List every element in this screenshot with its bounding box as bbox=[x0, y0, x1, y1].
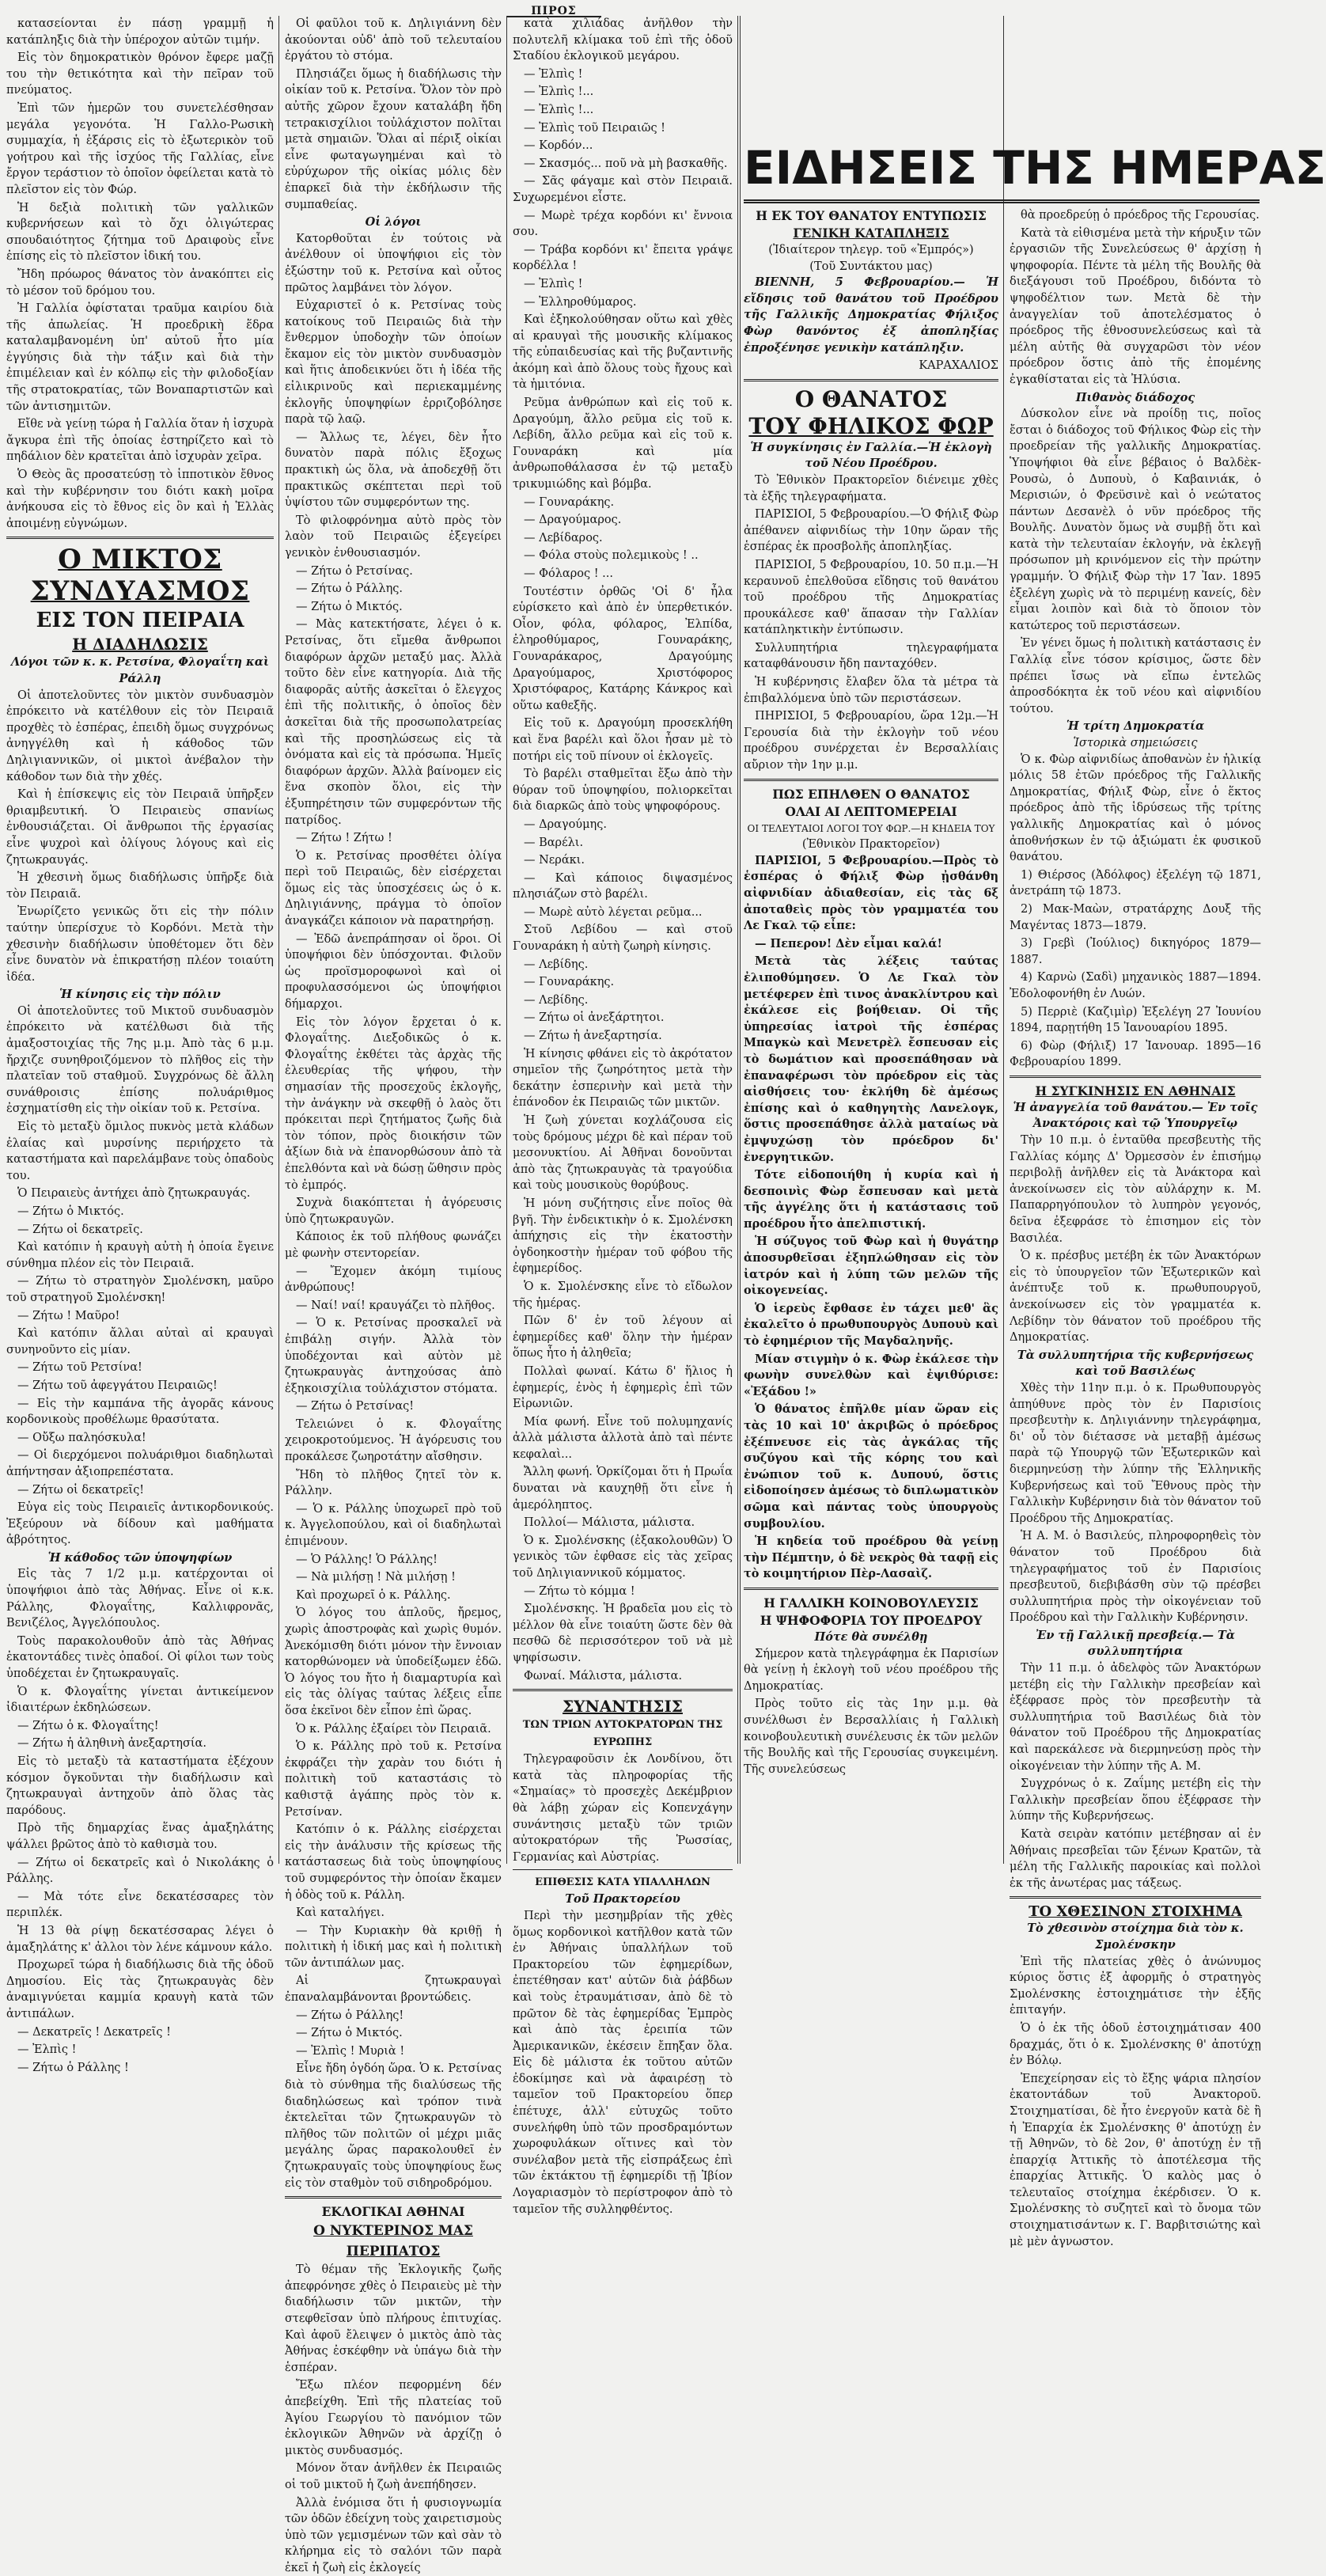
paragraph: 5) Περριὲ (Καζιμὶρ) Ἐξελέγη 27 Ἰουνίου 1894, παρῃτήθη 15 Ἰανουαρίου 1895. bbox=[1010, 1004, 1261, 1037]
paragraph: — Νεράκι. bbox=[513, 852, 733, 869]
paragraph: — Λεβίδης. bbox=[513, 957, 733, 973]
article-body bbox=[1010, 1132, 1261, 1346]
paragraph: Εἰς τὸ μεταξὺ τὰ καταστήματα ἐξέχουν κόσμον ὄγκοῦνται τὴν διαδήλωσιν καὶ ζητωκραυγαὶ ἀντηχοῦν ἀπὸ ὅλας τὰς παρόδους. bbox=[6, 1754, 274, 1819]
paragraph: Τοὺς παρακολουθοῦν ἀπὸ τὰς Ἀθήνας ἑκατοντάδες τινὲς ὀπαδοί. Οἱ φίλοι των τοὺς ὑποδέχεται ἐν ζητωκραυγαῖς. bbox=[6, 1633, 274, 1683]
paragraph: Ὁ ἱερεὺς ἔφθασε ἐν τάχει μεθ' ἃς ἐκαλεῖτο ὁ πρωθυπουργὸς Δυπουὺ καὶ τὸ ἐφημέριον τῆς Μαγδαληνῆς. bbox=[744, 1301, 998, 1350]
paragraph: — Ζήτω ἡ ἀνεξαρτησία. bbox=[513, 1028, 733, 1045]
article-body bbox=[285, 16, 502, 213]
divider bbox=[744, 1588, 998, 1590]
paragraph: — Κορδόν... bbox=[513, 138, 733, 154]
paragraph: Ἡ ζωὴ χύνεται κοχλάζουσα εἰς τοὺς δρόμους μέχρι δὲ καὶ πέραν τοῦ μεσονυκτίου. Αἱ Ἀθῆναι δονοῦνται ἀπὸ τὰς ζητωκραυγὰς τὰ τραγούδια καὶ τοὺς μουσικοὺς θορύβους. bbox=[513, 1113, 733, 1194]
column-5 bbox=[1010, 207, 1261, 1864]
paragraph: Ἡ 13 θὰ ρίψῃ δεκατέσσαρας λέγει ὁ ἀμαξηλάτης κ' ἀλλοι τὸν λένε κάμνουν κάλο. bbox=[6, 1923, 274, 1956]
column-4 bbox=[744, 207, 998, 1864]
divider bbox=[1010, 1076, 1261, 1078]
paragraph: — Εἰς τὴν καμπάνα τῆς ἀγορᾶς κάνους κορδονικοὺς προθέλωμε θρασύτατα. bbox=[6, 1396, 274, 1428]
masthead: ΠΙΡΟΣ bbox=[506, 5, 601, 17]
paragraph: Εὐγα εἰς τοὺς Πειραιεῖς ἀντικορδονικούς. Ἐξεύρουν νὰ δίδουν καὶ μαθήματα ἀβρότητος. bbox=[6, 1500, 274, 1549]
paragraph: Σήμερον κατὰ τηλεγράφημα ἐκ Παρισίων θὰ γείνῃ ἡ ἐκλογὴ τοῦ νέου προέδρου τῆς Δημοκρατίας. bbox=[744, 1646, 998, 1695]
subheadline-istorika: Ἱστορικὰ σημειώσεις bbox=[1010, 735, 1261, 752]
paragraph: Τὸ Ἐθνικὸν Πρακτορεῖον διένειμε χθὲς τὰ ἑξῆς τηλεγραφήματα. bbox=[744, 472, 998, 505]
paragraph: Περὶ τὴν μεσημβρίαν τῆς χθὲς ὅμως κορδονικοὶ κατῆλθον κατὰ τῶν ἐν Ἀθήναις ὑπαλλήλων τοῦ Πρακτορείου τῶν ἐφημερίδων, ἐπετέθησαν κατ' αὐτῶν διὰ ῥάβδων καὶ τοὺς ἐτραυμάτισαν, ἀπὸ δὲ τὸ πρῶτον δὲ τὰς ἐφημερίδας Ἐμπρὸς καὶ ἀπὸ τὰς ἐρειπία τῶν Ἀμερικανικῶν, ἐκέσειν ἔπηξαν ὅλα. Εἰς δὲ μάλιστα ἐκ τοῦτου αὐτῶν ἐδοκίμησε καὶ νὰ ἀφαιρέσῃ τὸ ταμεῖον τοῦ Πρακτορείου ὅπερ ἐπέτυχε, ἀλλ' εὐτυχῶς τοῦτο συνελήφθη ὑπὸ τῶν προσδραμόντων χωροφυλάκων οἵτινες καὶ τὸν συνέλαβον μετὰ τῆς εἰσπράξεως ἐπὶ τῶν ἐκτάκτου τῇ ἐφημερίδι τῇ Ἰβίον Λογαριασμὸν τὸ περίστροφον ἀπὸ τὸ ταμεῖον τῆς συλληφθέντος. bbox=[513, 1908, 733, 2217]
paragraph: Στοῦ Λεβίδου — καὶ στοῦ Γουναράκη ἡ αὐτὴ ζωηρὴ κίνησις. bbox=[513, 922, 733, 954]
paragraph: — Ζήτω ὁ Μικτός. bbox=[285, 599, 502, 616]
paragraph: Ἐπὶ τῶν ἡμερῶν του συνετελέσθησαν μεγάλα γεγονότα. Ἡ Γαλλο-Ρωσικὴ συμμαχία, ἡ ἐξάρσις εἰς τὸ ἐξωτερικὸν τοῦ γοήτρου καὶ τῆς ἰσχύος τῆς Γαλλίας, εἶνε ἔργον τεράστιον τὸ ὁποῖον ὀφείλεται κατὰ τὸ πλεῖστον εἰς τὸν Φώρ. bbox=[6, 101, 274, 199]
intro-article bbox=[6, 16, 274, 532]
paragraph: — Νὰ μιλήσῃ ! Νὰ μιλήσῃ ! bbox=[285, 1569, 502, 1586]
paragraph: — Ζήτω ὁ Ράλλης! bbox=[285, 2008, 502, 2024]
paragraph: — Ζήτω τοῦ ἀφεγγάτου Πειραιῶς! bbox=[6, 1378, 274, 1394]
paragraph: Οἱ ἀποτελοῦντες τὸν μικτὸν συνδυασμὸν ἐπρόκειτο νὰ κατέλθουν εἰς τὸν Πειραιᾶ προχθὲς τὸ ἑσπέρας, ἐπειδὴ ὅμως συγχρόνως ἀνηγγέλθη καὶ ἡ κάθοδος τῶν Δηλιγιαννικῶν, οἱ μικτοὶ ἀνέβαλον τὴν κάθοδον των διὰ τὴν χθές. bbox=[6, 688, 274, 786]
paragraph: Τὴν 10 π.μ. ὁ ἐνταῦθα πρεσβευτὴς τῆς Γαλλίας κόμης Δ' Ὀρμεσσὸν ἐν ἐπισήμῳ περιβολῇ ἀνῆλθεν εἰς τὰ Ἀνάκτορα καὶ ἀνεκοίνωσεν εἰς τὸν αὐλάρχην κ. Μ. Παπαρρηγόπουλον τὸ λυπηρὸν γεγονός, δεῖνα ἐξεφράσε τὸ ἐπισημον εἰς τὸν Βασιλέα. bbox=[1010, 1132, 1261, 1246]
paragraph: Συγχρόνως ὁ κ. Ζαΐμης μετέβη εἰς τὴν Γαλλικὴν πρεσβείαν ὅπου ἐξέφρασε τὴν λύπην τῆς Κυβερνήσεως. bbox=[1010, 1776, 1261, 1825]
paragraph: — Ἐλπὶς ! bbox=[6, 2042, 274, 2058]
paragraph: — Ἐδῶ ἀνεπράπησαν οἱ ὅροι. Οἱ ὑποψήφιοι δὲν ὑπόσχονται. Φιλοῦν ὡς προϊσμοροφωνοὶ καὶ οἱ προφυλασσόμενοι ὡς ὑποψήφιοι δήμαρχοι. bbox=[285, 931, 502, 1013]
paragraph: Πολλαὶ φωναί. Κάτω δ' ἥλιος ἡ ἐφημερίς, ἐνὸς ἡ ἐφημερὶς ἐπὶ τῶν Εἰρωνιῶν. bbox=[513, 1364, 733, 1413]
subheadline-logoi: Οἱ λόγοι bbox=[285, 214, 502, 231]
paragraph: Ρεῦμα ἀνθρώπων καὶ εἰς τοῦ κ. Δραγούμη, ἄλλο ρεῦμα εἰς τοῦ κ. Λεβίδη, ἄλλο ρεῦμα καὶ εἰς τοῦ κ. Γουναράκη καὶ μία ἀνθρωποθάλασσα ἐν τῷ μεταξὺ τρικυμιώδης καὶ βόμβα. bbox=[513, 395, 733, 493]
article-body bbox=[513, 312, 733, 493]
paragraph: Ἡ κίνησις φθάνει εἰς τὸ ἀκρότατον σημεῖον τῆς ζωηρότητος μετὰ τὴν δεκάτην ἑσπερινὴν καὶ μετὰ τὴν ἐπάνοδον ἐκ Πειραιῶς τῶν μικτῶν. bbox=[513, 1046, 733, 1111]
paragraph: κατὰ χιλιάδας ἀνῆλθον τὴν πολυτελῆ κλίμακα τοῦ ἐπὶ τῆς ὁδοῦ Σταδίου ἐκλογικοῦ μεγάρου. bbox=[513, 16, 733, 65]
paragraph: — Φόλαρος ! ... bbox=[513, 566, 733, 582]
headline-epithesis: ΕΠΙΘΕΣΙΣ ΚΑΤΑ ΥΠΑΛΛΗΛΩΝ bbox=[513, 1874, 733, 1891]
paragraph: — Ἔχομεν ἀκόμη τιμίους ἀνθρώπους! bbox=[285, 1264, 502, 1296]
paragraph: — Ζήτω ὁ Μικτός. bbox=[6, 1204, 274, 1220]
paragraph: — Οἱ διερχόμενοι πολυάριθμοι διαδηλωταὶ ἀπήντησαν ἀξιοπρεπέστατα. bbox=[6, 1447, 274, 1480]
paragraph: — Ἄλλως τε, λέγει, δὲν ἦτο δυνατὸν παρὰ πόλις ἔξοχως πρακτικὴ ὡς ὅλα, νὰ ἀποδεχθῇ ὅτι πρακτικῶς σκέπτεται περὶ τοῦ ὑψίστου τῶν συμφερόντων της. bbox=[285, 430, 502, 511]
subheadline-stoichima: Τὸ χθεσινὸν στοίχημα διὰ τὸν κ. Σμολένσκην bbox=[1010, 1921, 1261, 1953]
paragraph: Πρὸς τοῦτο εἰς τὰς 1ην μ.μ. θὰ συνέλθωσι ἐν Βερσαλλίαις ἡ Γαλλικὴ κοινοβουλευτικὴ συνέλευσις ἐκ τῶν μελῶν τῆς Βουλῆς καὶ τῆς Γερουσίας συγκειμένη. Τῆς συνελεύσεως bbox=[744, 1696, 998, 1777]
divider bbox=[744, 779, 998, 781]
article-body bbox=[6, 1239, 274, 1549]
headline-thanatos: Ο ΘΑΝΑΤΟΣ bbox=[744, 386, 998, 413]
paragraph: — Ἐλληροθύμαρος. bbox=[513, 294, 733, 311]
headline-pos-epilthen: ΠΩΣ ΕΠΗΛΘΕΝ Ο ΘΑΝΑΤΟΣ bbox=[744, 786, 998, 803]
paragraph: Ὁ Πειραιεὺς ἀντήχει ἀπὸ ζητωκραυγάς. bbox=[6, 1186, 274, 1202]
headline-diadilosis: Η ΔΙΑΔΗΛΩΣΙΣ bbox=[6, 634, 274, 654]
divider bbox=[285, 2196, 502, 2199]
paragraph: — Ζήτω ! Ζήτω ! bbox=[285, 830, 502, 847]
paragraph: 4) Καρνὼ (Σαδὶ) μηχανικὸς 1887—1894. Ἐδολοφονήθη ἐν Λυών. bbox=[1010, 969, 1261, 1002]
paragraph: Κατορθοῦται ἐν τούτοις νὰ ἀνέλθουν οἱ ὑποψήφιοι εἰς τὸν ἐξώστην τοῦ κ. Ρετσίνα καὶ οὗτος πρῶτος λαμβάνει τὸν λόγον. bbox=[285, 231, 502, 296]
subheadline-triti: Ἡ τρίτη Δημοκρατία bbox=[1010, 719, 1261, 735]
paragraph: Ὁ κ. Φὼρ αἰφνιδίως ἀποθανὼν ἐν ἡλικίᾳ μόλις 58 ἐτῶν πρόεδρος τῆς Γαλλικῆς Δημοκρατίας, Φήλιξ Φὼρ, εἶνε ὁ ἕκτος πρόεδρος ἀπὸ τῆς ἱδρύσεως τῆς τρίτης γαλλικῆς Δημοκρατίας καὶ ὁ μόνος ἀποθνήσκων ἐν τῷ ἀξιώματι ἐκ φυσικοῦ θανάτου. bbox=[1010, 752, 1261, 866]
column-rule bbox=[506, 16, 507, 1864]
paragraph: Ἡ κυβέρνησις ἔλαβεν ὅλα τὰ μέτρα τὰ ἐπιβαλλόμενα ὑπὸ τῶν περιστάσεων. bbox=[744, 674, 998, 707]
cheers-list bbox=[513, 66, 733, 310]
paragraph: — Μωρὲ αὐτὸ λέγεται ρεῦμα... bbox=[513, 905, 733, 921]
article-body bbox=[1010, 1954, 1261, 2251]
paragraph: Οἱ ἀποτελοῦντες τοῦ Μικτοῦ συνδυασμὸν ἐπρόκειτο νὰ κατέλθωσι διὰ τῆς ἀμαξοστοιχίας τῆς 7ης μ.μ. Ἀπὸ τὰς 6 μ.μ. ἤρχιζε συνηθροιζόμενον τὸ πλῆθος εἰς τὴν πλατεῖαν τοῦ σταθμοῦ. Συγχρόνως δὲ ἄλλη συνάθροισις ἐπίσης πολυάριθμος ἐσχηματίσθη εἰς τὴν οἰκίαν τοῦ κ. Ρετσίνα. bbox=[6, 1003, 274, 1117]
paragraph: ΠΗΡΙΣΙΟΙ, 5 Φεβρουαρίου, ὥρα 12μ.—Ἡ Γερουσία διὰ τὴν ἐκλογὴν τοῦ νέου προέδρου συνέρχεται ἐν Βερσαλλίαις αὔριον τὴν 1ην μ.μ. bbox=[744, 708, 998, 773]
paragraph: Συλλυπητήρια τηλεγραφήματα καταφθάνουσιν ἤδη πανταχόθεν. bbox=[744, 640, 998, 673]
paragraph: — Ζήτω οἱ δεκατρεῖς καὶ ὁ Νικολάκης ὁ Ράλλης. bbox=[6, 1855, 274, 1887]
article-body bbox=[744, 1646, 998, 1778]
paragraph: ΠΑΡΙΣΙΟΙ, 5 Φεβρουαρίου, 10. 50 π.μ.—Ἡ κεραυνοῦ ἐπελθοῦσα εἴδησις τοῦ θανάτου τοῦ προέδρου τῆς Δημοκρατίας προυκάλεσε καθ' ἅπασαν τὴν Γαλλίαν κατάπληκτικὴν ἐντύπωσιν. bbox=[744, 557, 998, 639]
headline-synantisis: ΣΥΝΑΝΤΗΣΙΣ bbox=[513, 1696, 733, 1717]
paragraph: Τὸ θέμαν τῆς Ἐκλογικῆς ζωῆς ἀπεφρόνησε χθὲς ὁ Πειραιεὺς μὲ τὴν διαδήλωσιν τῶν μικτῶν, τὴν στεφθεῖσαν ὑπὸ πλήρους ἐπιτυχίας. Καὶ ἀφοῦ ἔλειψεν ὁ μικτὸς ἀπὸ τὰς Ἀθήνας ἐσκέφθην νὰ ὑπάγω διὰ τὴν ἑσπέραν. bbox=[285, 2262, 502, 2376]
paragraph: Ἡ δεξιὰ πολιτικὴ τῶν γαλλικῶν κυβερνήσεων καὶ τὸ ὄχι ὀλιγώτερας σπουδαιότητος ζήτημα τοῦ Δραιφοὺς εἶνε ἐπίσης εἰς τὸ πλεῖστον ἰδική του. bbox=[6, 200, 274, 265]
paragraph: — Ἐλπὶς !... bbox=[513, 102, 733, 119]
paragraph: Καὶ κατόπιν ἄλλαι αὐταὶ αἱ κραυγαὶ συνηνοῦντο εἰς μίαν. bbox=[6, 1326, 274, 1358]
paragraph: Εὐχαριστεῖ ὁ κ. Ρετσίνας τοὺς κατοίκους τοῦ Πειραιῶς διὰ τὴν ἔνθερμον ὑποδοχὴν τῶν ὁποίων ἔκαμον εἰς τὸν μικτὸν συνδυασμὸν καὶ ἥτις ἀποδεικνύει ὅτι ἡ ἰδέα τῆς εἰλικρινοῦς καὶ περιεκαμμένης ἐκλογῆς ὑποψηφίων ἐρριζοβόλησε παρὰ τῷ λαῷ. bbox=[285, 298, 502, 428]
paragraph: Ἡ Α. Μ. ὁ Βασιλεύς, πληροφορηθεὶς τὸν θάνατον τοῦ Προέδρου διὰ τηλεγραφήματος τοῦ ἐν Παρισίοις πρεσβευτοῦ, διεβιβάσθη σὺν τῷ πρέσβει συλλυπητήρια πρὸς τὴν οἰκογένειαν τοῦ Προέδρου καὶ τὴν Γαλλικὴν Κυβέρνησιν. bbox=[1010, 1528, 1261, 1626]
paragraph: Ὁ ὁ ἐκ τῆς ὁδοῦ ἐστοιχημάτισαν 400 δραχμάς, ὅτι ὁ κ. Σμολένσκης θ' ἀποτύχῃ ἐν Βόλῳ. bbox=[1010, 2020, 1261, 2070]
paragraph: — Ἐλπὶς !... bbox=[513, 84, 733, 101]
headline-kataplixis: ΓΕΝΙΚΗ ΚΑΤΑΠΛΗΞΙΣ bbox=[744, 225, 998, 242]
paragraph: — Ἐλπὶς ! bbox=[513, 66, 733, 83]
headline-stoichima: ΤΟ ΧΘΕΣΙΝΟΝ ΣΤΟΙΧΗΜΑ bbox=[1010, 1903, 1261, 1921]
paragraph: Ὁ κ. Σμολένσκης (ἐξακολουθῶν) Ὁ γενικὸς τῶν ἐφθασε εἰς τὰς χεῖρας τοῦ Δηλιγιαννικοῦ κόμματος. bbox=[513, 1533, 733, 1582]
paragraph: — Σᾶς φάγαμε καὶ στὸν Πειραιᾶ. Συχωρεμένοι εἶστε. bbox=[513, 173, 733, 206]
paragraph: Μόνον ὅταν ἀνῆλθεν ἐκ Πειραιῶς οἱ τοῦ μικτοῦ ἡ ζωὴ ἀνεπήδησεν. bbox=[285, 2460, 502, 2493]
paragraph: 6) Φὼρ (Φήλιξ) 17 Ἰανουαρ. 1895—16 Φεβρουαρίου 1899. bbox=[1010, 1038, 1261, 1071]
paragraph: Κατόπιν ὁ κ. Ράλλης εἰσέρχεται εἰς τὴν ἀνάλυσιν τῆς κρίσεως τῆς κατάστασεως διὰ τοὺς ὑποψηφίους τοῦ συμφερόντος τὴν ὁποίαν ἔκαμεν ἡ ὁδὸς τοῦ κ. Ράλλη. bbox=[285, 1822, 502, 1903]
paragraph: Ἤδη τὸ πλῆθος ζητεῖ τὸν κ. Ράλλην. bbox=[285, 1467, 502, 1500]
article-body bbox=[1010, 207, 1261, 389]
paragraph: — Οὔξω παληόσκυλα! bbox=[6, 1430, 274, 1447]
paragraph: Ἐπεχείρησαν εἰς τὸ ἔξης ψάρια πλησίον ἑκατοντάδων τοῦ Ἀνακτοροῦ. Στοιχηματίσαι, δὲ ἦτο ἐνεργοῦν κατὰ δὲ ἢ ἡ Ἐπαρχία ἐκ Σμολένσκης θ' ἀποτύχῃ ἐν τῇ Ἀθηνῶν, τὸ δὲ 2ον, θ' ἀποτύχῃ ἐν τῇ ἐπαρχίᾳ Ἀττικῆς τὸ ἀποτέλεσμα τῆς ἐπαρχίας Ἀττικῆς. Ὁ καλὸς μας ὁ τελευταῖος στοίχημα ἐκέρδισεν. Ὁ κ. Σμολένσκης τὸ συζητεῖ καὶ τὸ ὄνομα τῶν στοιχηματισάντων κ. Γ. Βαρβιτσιώτης καὶ μὲ μὲν ἀγνωστον. bbox=[1010, 2071, 1261, 2251]
paragraph: Σμολένσκης. Ἡ βραδεῖα μου εἰς τὸ μέλλον θὰ εἶνε τοιαύτη ὥστε δὲν θὰ πεσθῶ δὲ περισσότερον τοῦ νὰ μὲ ψηφίσωσιν. bbox=[513, 1601, 733, 1666]
headline-autokratores: ΤΩΝ ΤΡΙΩΝ ΑΥΤΟΚΡΑΤΟΡΩΝ ΤΗΣ ΕΥΡΩΠΗΣ bbox=[513, 1717, 733, 1751]
paragraph: Συχνὰ διακόπτεται ἡ ἀγόρευσις ὑπὸ ζητωκραυγῶν. bbox=[285, 1195, 502, 1227]
paragraph: — Ὁ κ. Ρετσίνας προσκαλεῖ νὰ ἐπιβάλῃ σιγήν. Ἀλλὰ τὸν ὑποδέχονται καὶ αὐτὸν μὲ ζητωκραυγὰς ἀντηχούσας ἀπὸ ἐξηκοισχίλια τοὐλάχιστον στόματα. bbox=[285, 1315, 502, 1397]
subheadline-speeches: Λόγοι τῶν κ. κ. Ρετσίνα, Φλογαΐτη καὶ Ράλλη bbox=[6, 654, 274, 687]
paragraph: — Σκασμός... ποῦ νὰ μὴ βασκαθῆς. bbox=[513, 156, 733, 173]
paragraph: Ἡ χθεσινὴ ὅμως διαδήλωσις ὑπῆρξε διὰ τὸν Πειραιᾶ. bbox=[6, 870, 274, 902]
paragraph: 2) Μακ-Μαὼν, στρατάρχης Δουξ τῆς Μαγέντας 1873—1879. bbox=[1010, 901, 1261, 934]
headline-nykterinos: Ο ΝΥΚΤΕΡΙΝΟΣ ΜΑΣ ΠΕΡΙΠΑΤΟΣ bbox=[285, 2221, 502, 2262]
paragraph: — Ζήτω τὸ κόμμα ! bbox=[513, 1584, 733, 1600]
source-note: (Τοῦ Συντάκτου μας) bbox=[744, 259, 998, 275]
article-body bbox=[6, 1003, 274, 1202]
paragraph: Ἤδη πρόωρος θάνατος τὸν ἀνακόπτει εἰς τὸ μέσον τοῦ δρόμου του. bbox=[6, 267, 274, 299]
paragraph: Μετὰ τὰς λέξεις ταύτας ἐλιποθύμησεν. Ὁ Λε Γκαλ τὸν μετέφερεν ἐπὶ τινος ἀνακλίντρου καὶ ἐκάλεσε εἰς βοήθειαν. Οἱ τῆς ὑπηρεσίας ἰατροὶ τῆς ἑσπέρας Μπαγκὼ καὶ Μενετρὲλ ἔσπευσαν εἰς τὸ δωμάτιον καὶ προσεπάθησαν νὰ ἐπαναφέρωσι τὸν πρόεδρον εἰς τὰς αἰσθήσεις του· ἐκλήθη δὲ ἀμέσως ἐπίσης καὶ ὁ καθηγητὴς Λανελογκ, ὅστις προσεπάθησε ἀλλὰ ματαίως νὰ ἐμψυχώσῃ τὸν πρόεδρον δι' ἐνεργητικῶν. bbox=[744, 954, 998, 1166]
paragraph: Τελειώνει ὁ κ. Φλογαΐτης χειροκροτούμενος. Ἡ ἀγόρευσις του προκάλεσε ζωηροτάτην αἴσθησιν. bbox=[285, 1417, 502, 1466]
paragraph: Φωναί. Μάλιστα, μάλιστα. bbox=[513, 1668, 733, 1685]
paragraph: Ὁ κ. Ράλλης πρὸ τοῦ κ. Ρετσίνα ἐκφράζει τὴν χαρὰν του διότι ἡ πολιτικὴ τοῦ καταστάσις τὸ καθιστᾷ ἀγάπης πρὸς τὸν κ. Ρετσίναν. bbox=[285, 1739, 502, 1820]
paragraph: Καὶ ἐξηκολούθησαν οὕτω καὶ χθὲς αἱ κραυγαὶ τῆς μουσικῆς κλίμακος τῆς εὐπαιδευσίας καὶ τῆς βυζαντινῆς ἀκόμη καὶ ἀπὸ ὅλους τοὺς ἤχους καὶ τὰ ἡμιτόνια. bbox=[513, 312, 733, 393]
paragraph: — Ὁ κ. Ράλλης ὑποχωρεῖ πρὸ τοῦ κ. Ἀγγελοπούλου, καὶ οἱ διαδηλωταὶ ἐπιμένουν. bbox=[285, 1501, 502, 1550]
paragraph: Κατὰ σειρὰν κατόπιν μετέβησαν αἱ ἐν Ἀθήναις πρεσβεῖαι τῶν ξένων Κρατῶν, τὰ μέλη τῆς Γαλλικῆς παροικίας καὶ πολλοὶ ἐκ τῆς ἀνωτέρας μας τάξεως. bbox=[1010, 1827, 1261, 1891]
paragraph: Ἐπὶ τῆς πλατείας χθὲς ὁ ἀνώνυμος κύριος ὅστις ἐξ ἀφορμῆς ὁ στρατηγὸς Σμολένσκης ἐστοιχημάτισε τὴν ἑξῆς ἐπιταγήν. bbox=[1010, 1954, 1261, 2019]
paragraph: — Βαρέλι. bbox=[513, 835, 733, 852]
paragraph: Εἰς τὸν δημοκρατικὸν θρόνον ἔφερε μαζῇ του τὴν θετικότητα καὶ τὴν πεῖραν τοῦ πνεύματος. bbox=[6, 50, 274, 99]
paragraph: 1) Θιέρσος (Ἀδόλφος) ἐξελέγη τῷ 1871, ἀνετράπη τῷ 1873. bbox=[1010, 867, 1261, 900]
column-1 bbox=[6, 16, 274, 1864]
article-body bbox=[1010, 406, 1261, 717]
paragraph: Ἐνωρίζετο γενικῶς ὅτι εἰς τὴν πόλιν ταύτην ὑπερίσχυε τὸ Κορδόνι. Μετὰ τὴν χθεσινὴν διαδήλωσιν ὑποθέτομεν ὅτι δὲν εἶνε δυνατὸν νὰ ἐπικρατήσῃ πλέον τοιαύτη ἰδέα. bbox=[6, 904, 274, 985]
article-body bbox=[1010, 1380, 1261, 1626]
paragraph: Καὶ κατόπιν ἡ κραυγὴ αὐτὴ ἡ ὁποία ἔγεινε σύνθημα πλέον εἰς τὸν Πειραιᾶ. bbox=[6, 1239, 274, 1272]
paragraph: — Γουναράκης. bbox=[513, 974, 733, 991]
paragraph: Εἴθε νὰ γείνῃ τώρα ἡ Γαλλία ὅταν ἡ ἰσχυρὰ ἄγκυρα ἐπὶ τῆς ὁποίας ἐστηρίζετο καὶ τὸ πηδάλιον δὲν κρατεῖται ἀπὸ ἰσχυρὰν χεῖρα. bbox=[6, 416, 274, 465]
headline-miktos: Ο ΜΙΚΤΟΣ ΣΥΝΔΥΑΣΜΟΣ bbox=[6, 544, 274, 607]
paragraph: — Ὁ Ράλλης! Ὁ Ράλλης! bbox=[285, 1552, 502, 1569]
section-banner: ΕΙΔΗΣΕΙΣ ΤΗΣ ΗΜΕΡΑΣ bbox=[744, 139, 1260, 203]
paragraph: — Δραγούμης. bbox=[513, 817, 733, 833]
article-body bbox=[513, 16, 733, 65]
article-body bbox=[285, 2262, 502, 2576]
article-body bbox=[6, 688, 274, 986]
paragraph: ΠΑΡΙΣΙΟΙ, 5 Φεβρουαρίου.—Πρὸς τὸ ἑσπέρας ὁ Φήλιξ Φὼρ ᾐσθάνθη αἰφνιδίαν ἀδιαθεσίαν, εἰς τὰς 6ξ ἀποταθεὶς πρὸς τὸν γραμματέα του Λε Γκαλ τῷ εἶπε: bbox=[744, 853, 998, 935]
paragraph: Πλησιάζει ὅμως ἡ διαδήλωσις τὴν οἰκίαν τοῦ κ. Ρετσίνα. Ὅλον τὸν πρὸ αὐτῆς χῶρον ἔχουν καταλάβη ἤδη τετρακισχίλιοι τοὐλάχιστον πολῖται μετὰ σημαιῶν. Ὅλαι αἱ πέριξ οἰκίαι εἶνε φωταγωγημέναι καὶ τὸ εὐρύχωρον τῆς οἰκίας μόλις δὲν ἐπαρκεῖ διὰ τὴν ἐκδήλωσιν τῆς συμπαθείας. bbox=[285, 66, 502, 213]
column-2 bbox=[285, 16, 502, 1864]
subheadline-anangelia: Ἡ ἀναγγελία τοῦ θανάτου.— Ἐν τοῖς Ἀνακτόροις καὶ τῷ Ὑπουργεῖῳ bbox=[1010, 1100, 1261, 1132]
paragraph: — Ζήτω οἱ δεκατρεῖς! bbox=[6, 1482, 274, 1499]
paragraph: — Λεβίδαρος. bbox=[513, 530, 733, 547]
subheadline-kathodos: Ἡ κάθοδος τῶν ὑποψηφίων bbox=[6, 1550, 274, 1567]
paragraph: Ἡ κηδεία τοῦ προέδρου θὰ γείνῃ τὴν Πέμπτην, ὁ δὲ νεκρὸς θὰ ταφῇ εἰς τὸ κοιμητήριον Πὲρ-Λασαὶζ. bbox=[744, 1534, 998, 1583]
paragraph: Ὁ κ. πρέσβυς μετέβη ἐκ τῶν Ἀνακτόρων εἰς τὸ ὑπουργεῖον τῶν Ἐξωτερικῶν καὶ ἀνέπτυξε τοῦ κ. πρωθυπουργοῦ, ἀνεκοίνωσεν εἰς τὸν γραμματέα κ. Λεβίδην τὸν θάνατον τοῦ προέδρου τῆς Δημοκρατίας. bbox=[1010, 1248, 1261, 1346]
paragraph: ΠΑΡΙΣΙΟΙ, 5 Φεβρουαρίου.—Ὁ Φήλιξ Φὼρ ἀπέθανεν αἰφνιδίως τὴν 10ην ὥραν τῆς ἑσπέρας ἐκ προσβολῆς ἀποπληξίας. bbox=[744, 506, 998, 556]
paragraph: — Ζήτω ὁ Μικτός. bbox=[285, 2025, 502, 2042]
divider bbox=[513, 1689, 733, 1691]
paragraph: — Ζήτω ὁ Ρετσίνας! bbox=[285, 1398, 502, 1415]
column-rule bbox=[1003, 16, 1004, 1864]
paragraph: Τὸ φιλοφρόνημα αὐτὸ πρὸς τὸν λαὸν τοῦ Πειραιῶς ἐξεγείρει γενικὸν ἐνθουσιασμόν. bbox=[285, 513, 502, 562]
paragraph: Μία φωνή. Εἶνε τοῦ πολυμηχανίς ἀλλὰ μάλιστα ἀλλοτὰ ἀπὸ ταὶ πέντε κεφαλαὶ... bbox=[513, 1414, 733, 1463]
lead-paragraph: ΒΙΕΝΝΗ, 5 Φεβρουαρίου.— Ἡ εἴδησις τοῦ θανάτου τοῦ Προέδρου τῆς Γαλλικῆς Δημοκρατίας Φήλιξος Φὼρ θανόντος ἐξ ἀποπληξίας ἐπροξένησε γενικὴν κατάπληξιν. bbox=[744, 275, 998, 356]
headline-synkinisis: Η ΣΥΓΚΙΝΗΣΙΣ ΕΝ ΑΘΗΝΑΙΣ bbox=[1010, 1083, 1261, 1100]
paragraph: Ἔξω πλέον πεφορμένη δέν ἀπεβείχθη. Ἐπὶ τῆς πλατείας τοῦ Ἀγίου Γεωργίου τὸ πανόμιον τῶν ἐκλογικῶν Ἀθηνῶν νὰ ἀρχίζῃ ὁ μικτὸς συνδυασμός. bbox=[285, 2377, 502, 2459]
paragraph: Πολλοί— Μάλιστα, μάλιστα. bbox=[513, 1515, 733, 1531]
paragraph: — Ζήτω ὁ Ρετσίνας. bbox=[285, 563, 502, 580]
headline-peiraia: ΕΙΣ ΤΟΝ ΠΕΙΡΑΙΑ bbox=[6, 607, 274, 634]
paragraph: κατασείονται ἐν πάσῃ γραμμῇ ἡ κατάπληξις διὰ τὴν ὑπέροχον αὐτῶν τιμήν. bbox=[6, 16, 274, 48]
paragraph: Τουτέστιν ὀρθῶς 'Οἱ δ' ἦλα εὑρίσκετο καὶ ἀπὸ ἐν ὑπερθετικόν. Οἶον, φόλα, φόλαρος, Ἐλπίδα, ἐληροθύμαρος, Γουναράκης, Γουναράκαρος, Δραγούμης Δραγούμαρος, Χριστόφορος Χριστόφαρος, Κατάρης Κάνκρος καὶ οὕτω καθεξῆς. bbox=[513, 584, 733, 715]
divider bbox=[513, 1869, 733, 1870]
subheadline-pote: Πότε θὰ συνέλθῃ bbox=[744, 1629, 998, 1646]
divider bbox=[1010, 1896, 1261, 1899]
paragraph: Καὶ προχωρεῖ ὁ κ. Ράλλης. bbox=[285, 1588, 502, 1604]
paragraph: 3) Γρεβὶ (Ἰούλιος) δικηγόρος 1879—1887. bbox=[1010, 935, 1261, 968]
article-body bbox=[744, 472, 998, 774]
subheadline-diadochos: Πιθανὸς διάδοχος bbox=[1010, 390, 1261, 407]
article-body bbox=[513, 1751, 733, 1865]
paragraph: — Φόλα στοὺς πολεμικοὺς ! .. bbox=[513, 548, 733, 564]
paragraph: Ὁ θάνατος ἐπῆλθε μίαν ὥραν εἰς τὰς 10 καὶ 10' ἀκριβῶς ὁ πρόεδρος ἐξέπνευσε εἰς τὰς ἀγκάλας τῆς συζύγου καὶ τῆς κόρης του καὶ ἐνώπιον τοῦ κ. Δυπουύ, ὅστις εἰδοποίησεν ἀμέσως τὸ διπλωματικὸν σῶμα καὶ πάντας τοὺς ὑπουργοὺς συμβουλίου. bbox=[744, 1402, 998, 1532]
paragraph: Εἰς τοῦ κ. Δραγούμη προσεκλήθη καὶ ἕνα βαρέλι καὶ ὅλοι ἦσαν μὲ τὸ ποτήρι εἰς τοῦ πίνουν οἱ ἐκλογεῖς. bbox=[513, 715, 733, 764]
headline-psifoforia: Η ΨΗΦΟΦΟΡΙΑ ΤΟΥ ΠΡΟΕΔΡΟΥ bbox=[744, 1612, 998, 1629]
divider bbox=[6, 537, 274, 539]
paragraph: Καὶ καταλήγει. bbox=[285, 1905, 502, 1922]
paragraph: Ἄλλη φωνή. Ὁρκίζομαι ὅτι ἡ Πρωΐα δυναται νὰ καυχηθῇ ὅτι εἶνε ἡ ἀμερόληπτος. bbox=[513, 1464, 733, 1513]
column-3 bbox=[513, 16, 733, 1864]
cheers-list bbox=[513, 817, 733, 921]
paragraph: — Ἐλπὶς τοῦ Πειραιῶς ! bbox=[513, 120, 733, 137]
cheers-list bbox=[6, 1204, 274, 1238]
source-note: (Ἐθνικὸν Πρακτορεῖον) bbox=[744, 837, 998, 853]
paragraph: — Πεπερον! Δὲν εἶμαι καλά! bbox=[744, 936, 998, 953]
paragraph: Μίαν στιγμὴν ὁ κ. Φὼρ ἐκάλεσε τὴν φωνὴν συνελθὼν καὶ ἐψιθύρισε: «Ἐξάδου !» bbox=[744, 1352, 998, 1401]
headline-filikos-for: ΤΟΥ ΦΗΛΙΚΟΣ ΦΩΡ bbox=[744, 413, 998, 440]
paragraph: Εἶνε ἤδη ὀγδόη ὥρα. Ὁ κ. Ρετσίνας διὰ τὸ σύνθημα τῆς διαλύσεως τῆς διαδηλώσεως καὶ τρόπον τινὰ ἐκτελεῖται τῶν ζητωκραυγῶν τὸ πλῆθος τῶν πολιτῶν οἱ μέχρι μιᾶς μεγάλης ὥρας παρακολουθεῖ ἐν ζητωκραυγαῖς τοὺς ὑποψηφίους ἕως εἰς τὸν σταθμὸν τοῦ σιδηροδρόμου. bbox=[285, 2061, 502, 2191]
paragraph: Δύσκολον εἶνε νὰ προίδῃ τις, ποῖος ἔσται ὁ διάδοχος τοῦ Φήλικος Φὼρ εἰς τὴν προεδρείαν τῆς γαλλικῆς Δημοκρατίας. Ὑποψήφιοι θὰ εἶνε βέβαιος ὁ Βαλδὲκ-Ρουσὼ, ὁ Δυπουὺ, ὁ Καβαινιάκ, ὁ Μερισιών, ὁ Φρεϋσινὲ καὶ ὁ νεώτατος πάντων Δεσανὲλ ὁ νῦν πρόεδρος τῆς Βουλῆς. Δυνατὸν ὅμως νὰ συμβῇ ὅτι καὶ κατὰ τὴν τελευταίαν ἐκλογήν, νὰ ἐκλεγῇ πρόσωπον μὴ κρινόμενον εἰς τὴν πρώτην γραμμήν. Ὁ Φήλιξ Φὼρ τὴν 17 Ἰαν. 1895 ἐξελέγη χωρὶς νὰ τὸ περιμένῃ κανείς, δὲν εἶμαι λοιπὸν καὶ διὰ τὸ ὅποιον τὸν κατώτερος τοῦ περιστάσεων. bbox=[1010, 406, 1261, 634]
subheadline-presveia: Ἐν τῇ Γαλλικῇ πρεσβείᾳ.— Τὰ συλλυπητήρια bbox=[1010, 1628, 1261, 1660]
paragraph: — Ναί! ναί! κραυγάζει τὸ πλῆθος. bbox=[285, 1298, 502, 1315]
article-body bbox=[513, 1908, 733, 2217]
paragraph: Ἡ μόνη συζήτησις εἶνε ποῖος θὰ βγῆ. Τὴν ἐνδεικτικὴν ὁ κ. Σμολένσκη ἀπήχησις εἰς τὴν ἑκατοστὴν ὀγδοηκοστὴν ἡμέραν τοῦ φόβου τῆς ἐφημερίδος. bbox=[513, 1196, 733, 1277]
paragraph: Ὁ κ. Φλογαΐτης γίνεται ἀντικείμενον ἰδιαιτέρων ἐκδηλώσεων. bbox=[6, 1684, 274, 1717]
paragraph: θὰ προεδρεύῃ ὁ πρόεδρος τῆς Γερουσίας. bbox=[1010, 207, 1261, 224]
paragraph: — Ζήτω οἱ ἀνεξάρτητοι. bbox=[513, 1010, 733, 1026]
paragraph: — Ζήτω ὁ Ράλλης ! bbox=[6, 2060, 274, 2077]
paragraph: Αἱ ζητωκραυγαὶ ἐπαναλαμβάνονται βροντώδεις. bbox=[285, 1973, 502, 2005]
paragraph: Ἡ σύζυγος τοῦ Φὼρ καὶ ἡ θυγάτηρ ἀποσυρθεῖσαι ἐξηπλώθησαν εἰς τὸν ἰατρόν καὶ ἡ λύπη τῶν μελῶν τῆς οἰκογενείας. bbox=[744, 1234, 998, 1299]
paragraph: — Τὴν Κυριακὴν θὰ κριθῇ ἡ πολιτικὴ ἡ ἰδική μας καὶ ἡ πολιτικὴ τῶν ἀντιπάλων μας. bbox=[285, 1923, 502, 1972]
paragraph: Ὁ λόγος του ἁπλοῦς, ἤρεμος, χωρὶς ἀποστροφὰς καὶ χωρὶς θυμόν. Ἀνεκόμισθη διότι μόνον τὴν ἔννοιαν κατορθώνομεν νὰ ὑποδείξωμεν ἐδῶ. Ὁ λόγος του ἤτο ἡ διαμαρτυρία καὶ εἰς τὰς ὀλίγας ταύτας λέξεις εἶπε ὅσα ἐκεῖνοι δὲν εἶπον ἐπὶ ὥρας. bbox=[285, 1605, 502, 1719]
paragraph: Κατὰ τὰ εἰθισμένα μετὰ τὴν κήρυξιν τῶν ἐργασιῶν τῆς Συνελεύσεως θ' ἀρχίσῃ ἡ ψηφοφορία. Πέντε τὰ μέλη τῆς Βουλῆς θὰ διεξάγουσι τοῦ Προέδρου, διδόντα τὸ ψηφοδέλτιον των. Μετὰ δὲ τὴν ἀναγγελίαν τοῦ ἀποτελέσματος ὁ πρόεδρος τῆς ἐθνοσυνελεύσεως καὶ τὰ μέλη αὐτῆς θὰ συγχαρῶσι τὸν νέον πρόεδρον ὅστις ἀπὸ τῆς ἐπομένης ἐγκαθίσταται εἰς τὰ Ἠλύσια. bbox=[1010, 226, 1261, 389]
paragraph: Ἀλλὰ ἐνόμισα ὅτι ἡ φυσιογνωμία τῶν ὁδῶν ἐδείχνη τοὺς χαιρετισμοὺς ὑπὸ τῶν γεμισμένων τῶν καὶ σὰν τὸ κλήρημα εἰς τὸ σαλόνι τῶν παρὰ ἐκεῖ ἡ ζωὴ εἰς ἐκλογείς bbox=[285, 2495, 502, 2576]
paragraph: — Ζήτω τὸ στρατηγὸν Σμολένσκη, μαῦρο τοῦ στρατηγοῦ Σμολένσκη! bbox=[6, 1273, 274, 1306]
paragraph: — Ἐλπὶς ! Μυριὰ ! bbox=[285, 2043, 502, 2060]
cheers-list bbox=[513, 495, 733, 582]
paragraph: Ὁ Θεὸς ἂς προσατεύσῃ τὸ ἱπποτικὸν ἔθνος καὶ τὴν κυβέρνησιν του διότι κακὴ μοῖρα ἀνήκουσα εἰς τὸ ἔθνος εἰς ὃν καὶ ἡ Ἑλλὰς ἀποιμένῃ εὐγνώμων. bbox=[6, 467, 274, 532]
headline-koinovouleusis: Η ΓΑΛΛΙΚΗ ΚΟΙΝΟΒΟΥΛΕΥΣΙΣ bbox=[744, 1595, 998, 1612]
paragraph: — Μωρὲ τρέχα κορδόνι κι' ἔννοια σου. bbox=[513, 208, 733, 241]
article-body bbox=[513, 922, 733, 1684]
paragraph: Εἰς τὰς 7 1/2 μ.μ. κατέρχονται οἱ ὑποψήφιοι ἀπὸ τὰς Ἀθήνας. Εἶνε οἱ κ.κ. Ράλλης, Φλογαΐτης, Καλλιφρονᾶς, Βενιζέλος, Ἀγγελόπουλος. bbox=[6, 1566, 274, 1631]
article-body bbox=[285, 231, 502, 2191]
subheadline-kinisis: Ἡ κίνησις εἰς τὴν πόλιν bbox=[6, 987, 274, 1003]
paragraph: Πῶν δ' ἐν τοῦ λέγουν αἱ ἐφημερίδες καθ' ὅλην τὴν ἡμέραν ὅπως ἦτο ἡ ἀληθεῖα; bbox=[513, 1313, 733, 1362]
subheadline-synkinisis: Ἡ συγκίνησις ἐν Γαλλία.—Ἡ ἐκλογὴ τοῦ Νέου Προέδρου. bbox=[744, 440, 998, 472]
paragraph: Ἡ Γαλλία ὀφίσταται τραῦμα καιρίου διὰ τῆς ἀπωλείας. Ἡ προεδρικὴ ἕδρα καταλαμβανομένη ὑπ' αὐτοῦ ἦτο μία ἐγγύησις διὰ τὴν τάξιν καὶ διὰ τὴν ἐπιμέλειαν καὶ ἐν κόλπῳ εἰς τὴν φιλοδοξίαν τῆς στρατοκρατίας, τῶν Βοναπαρτιστῶν καὶ τῶν ἀντισημιτῶν. bbox=[6, 301, 274, 415]
paragraph: Τὴν 11 π.μ. ὁ ἀδελφὸς τῶν Ἀνακτόρων μετέβη εἰς τὴν Γαλλικὴν πρεσβείαν καὶ ἐξέφρασε πρὸς τὸν πρεσβευτὴν τὰ συλλυπητήρια τοῦ Βασιλέως διὰ τὸν θάνατον τοῦ Προέδρου τῆς Δημοκρατίας καὶ παρεκάλεσε νὰ διερμηνεύσῃ πρὸς τὴν οἰκογένειαν τὴν λύπην τῆς Α. Μ. bbox=[1010, 1660, 1261, 1774]
paragraph: — Μὰς κατεκτήσατε, λέγει ὁ κ. Ρετσίνας, ὅτι εἴμεθα ἄνθρωποι διαφόρων ἀρχῶν μεταξύ μας. Ἀλλὰ τοῦτο δὲν εἶνε κατηγορία. Διὰ τῆς διαφορᾶς αὐτῆς ἀσκεῖται ὁ ἔλεγχος ἐπὶ τῆς πολιτικῆς, ὁ ὁποῖος δὲν ἀσκεῖται διὰ τῆς προσωπολατρείας καὶ τῆς προσηλώσεως εἰς τὰ ὀνόματα καὶ εἰς τὰ πρόσωπα. Ἡμεῖς διαφόρων ἀρχῶν. Ἀλλὰ βαίνομεν εἰς ἕνα σκοπὸν ὅλοι, εἰς τὴν ἐξυπηρέτησιν τῶν συμφερόντων τῆς πατρίδος. bbox=[285, 616, 502, 829]
paragraph: — Καὶ κάποιος διψασμένος πλησιάζων στὸ βαρέλι. bbox=[513, 871, 733, 903]
paragraph: Προχωρεῖ τώρα ἡ διαδήλωσις διὰ τῆς ὁδοῦ Δημοσίου. Εἰς τὰς ζητωκραυγὰς δὲν ἀναμιγνύεται καμμία κραυγὴ κατὰ τῶν ἀντιπάλων. bbox=[6, 1957, 274, 2022]
paragraph: Χθὲς τὴν 11ην π.μ. ὁ κ. Πρωθυπουργὸς ἀπηύθυνε πρὸς τὸν ἐν Παρισίοις πρεσβευτὴν κ. Δηλιγιάννην τηλεγράφημα, δι' οὗ τὸν διέτασσε νὰ μεταβῇ ἀμέσως παρὰ τῷ Υπουργῷ τῶν Ἐξωτερικῶν καὶ διερμηνεύσῃ τὴν λύπην τῆς Ἑλληνικῆς Κυβερνήσεως καὶ τοῦ Ἔθνους πρὸς τὴν Γαλλικὴν Κυβέρνησιν διὰ τὸν θάνατον τοῦ Προέδρου τῆς Δημοκρατίας. bbox=[1010, 1380, 1261, 1527]
paragraph: Ὁ κ. Σμολένσκης εἶνε τὸ εἴδωλον τῆς ἡμέρας. bbox=[513, 1279, 733, 1311]
subheadline-syllypitiria: Τὰ συλλυπητήρια τῆς κυβερνήσεως καὶ τοῦ Βασιλέως bbox=[1010, 1348, 1261, 1380]
headline-eklogikai: ΕΚΛΟΓΙΚΑΙ ΑΘΗΝΑΙ bbox=[285, 2203, 502, 2221]
paragraph: Καὶ ἡ ἐπίσκεψις εἰς τὸν Πειραιᾶ ὑπῆρξεν θριαμβευτική. Ὁ Πειραιεὺς σπανίως ἐνθουσιάζεται. Οἱ ἄνθρωποι τῆς ἐργασίας εἶνε ψυχροὶ καὶ ὀλίγους λόγους καὶ εἰς ζητωκραυγάς. bbox=[6, 787, 274, 868]
paragraph: — Τράβα κορδόνι κι' ἔπειτα γράψε κορδέλλα ! bbox=[513, 242, 733, 275]
paragraph: Οἱ φαῦλοι τοῦ κ. Δηλιγιάννη δὲν ἀκούονται οὐδ' ἀπὸ τοῦ τελευταίου ἐργάτου τὸ στόμα. bbox=[285, 16, 502, 65]
paragraph: Πρὸ τῆς δημαρχίας ἕνας ἀμαξηλάτης ψάλλει βρῶτος ἀπὸ τὸ καθισμὰ του. bbox=[6, 1820, 274, 1853]
divider bbox=[744, 379, 998, 381]
article-body bbox=[6, 1566, 274, 2076]
paragraph: — Ζήτω τοῦ Ρετσίνα! bbox=[6, 1360, 274, 1376]
article-body bbox=[744, 853, 998, 1583]
paragraph: Τὸ βαρέλι σταθμεῖται ἔξω ἀπὸ τὴν θύραν τοῦ ὑποψηφίου, πολιορκεῖται διὰ διαρκῶς ἀπὸ τοὺς ψηφοφόρους. bbox=[513, 766, 733, 815]
paragraph: Εἰς τὸν λόγον ἔρχεται ὁ κ. Φλογαΐτης. Διεξοδικῶς ὁ κ. Φλογαΐτης ἐκθέτει τὰς ἀρχὰς τῆς ἐλευθερίας τῆς ψήφου, τὴν σημασίαν τῆς προσεχοῦς ἐκλογῆς, τὴν ἀνάγκην νὰ σκεφθῇ ὁ λαὸς ὅτι πρόκειται περὶ ζητήματος ζωῆς διὰ τὸν τόπον, πρὸς διοικήσιν τῶν ἀξίων διὰ νὰ ἐπανορθώσουν ἀπὸ τὰ ἐπελθόντα καὶ νὰ δώσῃ ὥθησιν πρὸς τὸ ἐμπρός. bbox=[285, 1015, 502, 1194]
article-body bbox=[1010, 752, 1261, 1071]
byline: ΚΑΡΑΧΑΛΙΟΣ bbox=[744, 358, 998, 374]
headline-leptomereiai: ΟΛΑΙ ΑΙ ΛΕΠΤΟΜΕΡΕΙΑΙ bbox=[744, 803, 998, 821]
paragraph: Τηλεγραφοῦσιν ἐκ Λονδίνου, ὅτι κατὰ τὰς πληροφορίας τῆς «Σημαίας» τὸ προσεχὲς Δεκέμβριον θὰ λάβῃ χώραν εἰς Κοπενχάγην συνάντησις μεταξὺ τῶν τριῶν αὐτοκρατόρων τῆς Ῥωσσίας, Γερμανίας καὶ Αὐστρίας. bbox=[513, 1751, 733, 1865]
subheadline-praktoreiou: Τοῦ Πρακτορείου bbox=[513, 1891, 733, 1908]
paragraph: — Λεβίδης. bbox=[513, 992, 733, 1009]
paragraph: — Μὰ τότε εἶνε δεκατέσσαρες τὸν περιπλέκ. bbox=[6, 1889, 274, 1922]
paragraph: — Ζήτω οἱ δεκατρεῖς. bbox=[6, 1222, 274, 1239]
paragraph: — Γουναράκης. bbox=[513, 495, 733, 511]
subheadline-teleftaioi: ΟΙ ΤΕΛΕΥΤΑΙΟΙ ΛΟΓΟΙ ΤΟΥ ΦΩΡ.—Η ΚΗΔΕΙΑ ΤΟΥ bbox=[744, 821, 998, 837]
headline-entyposis: Η ΕΚ ΤΟΥ ΘΑΝΑΤΟΥ ΕΝΤΥΠΩΣΙΣ bbox=[744, 207, 998, 225]
paragraph: — Ζήτω ἡ ἀληθινὴ ἀνεξαρτησία. bbox=[6, 1736, 274, 1752]
article-body bbox=[513, 584, 733, 815]
paragraph: Εἰς τὸ μεταξὺ ὅμιλος πυκνὸς μετὰ κλάδων ἐλαίας καὶ μυρσίνης περιήρχετο τὰ καταστήματα καὶ παρελάμβανε τοὺς ὀπαδοὺς του. bbox=[6, 1119, 274, 1184]
paragraph: — Ζήτω ! Μαῦρο! bbox=[6, 1308, 274, 1325]
paragraph: — Δραγούμαρος. bbox=[513, 512, 733, 529]
paragraph: — Ἐλπὶς ! bbox=[513, 276, 733, 293]
paragraph: Κάποιος ἐκ τοῦ πλήθους φωνάζει μὲ φωνὴν στεντορείαν. bbox=[285, 1229, 502, 1261]
paragraph: Ὁ κ. Ράλλης ἐξαίρει τὸν Πειραιᾶ. bbox=[285, 1721, 502, 1738]
paragraph: Ἐν γένει ὅμως ἡ πολιτικὴ κατάστασις ἐν Γαλλίᾳ εἶνε τόσον κρίσιμος, ὥστε δὲν πρέπει ἴσως νὰ εἴπω ἐντελῶς ἀπροσδόκητα ἐκ τοῦ νέου καὶ αἰφνιδίου τούτου. bbox=[1010, 635, 1261, 717]
column-rule bbox=[278, 16, 279, 1864]
article-body bbox=[1010, 1660, 1261, 1891]
paragraph: — Ζήτω ὁ κ. Φλογαΐτης! bbox=[6, 1718, 274, 1735]
paragraph: — Δεκατρεῖς ! Δεκατρεῖς ! bbox=[6, 2024, 274, 2041]
paragraph: — Ζήτω ὁ Ράλλης. bbox=[285, 581, 502, 598]
source-note: (Ἰδιαίτερον τηλεγρ. τοῦ «Ἐμπρός») bbox=[744, 242, 998, 259]
paragraph: Ὁ κ. Ρετσίνας προσθέτει ὀλίγα περὶ τοῦ Πειραιῶς, δὲν εἰσέρχεται ὅμως εἰς τὰς ὑποσχέσεις ὡς ὁ κ. Δηλιγιάννης, πράγμα τὸ ὁποῖον ἀναγκάζει κάποιον νὰ παρατηρήσῃ. bbox=[285, 848, 502, 930]
column-rule bbox=[737, 16, 741, 1864]
paragraph: Τότε εἰδοποιήθη ἡ κυρία καὶ ἡ δεσποινὶς Φὼρ ἔσπευσαν καὶ μετὰ τῆς ἀγγέλης ὅτι ἡ κατάστασις τοῦ προέδρου ἦτο ἀπελπιστική. bbox=[744, 1167, 998, 1232]
